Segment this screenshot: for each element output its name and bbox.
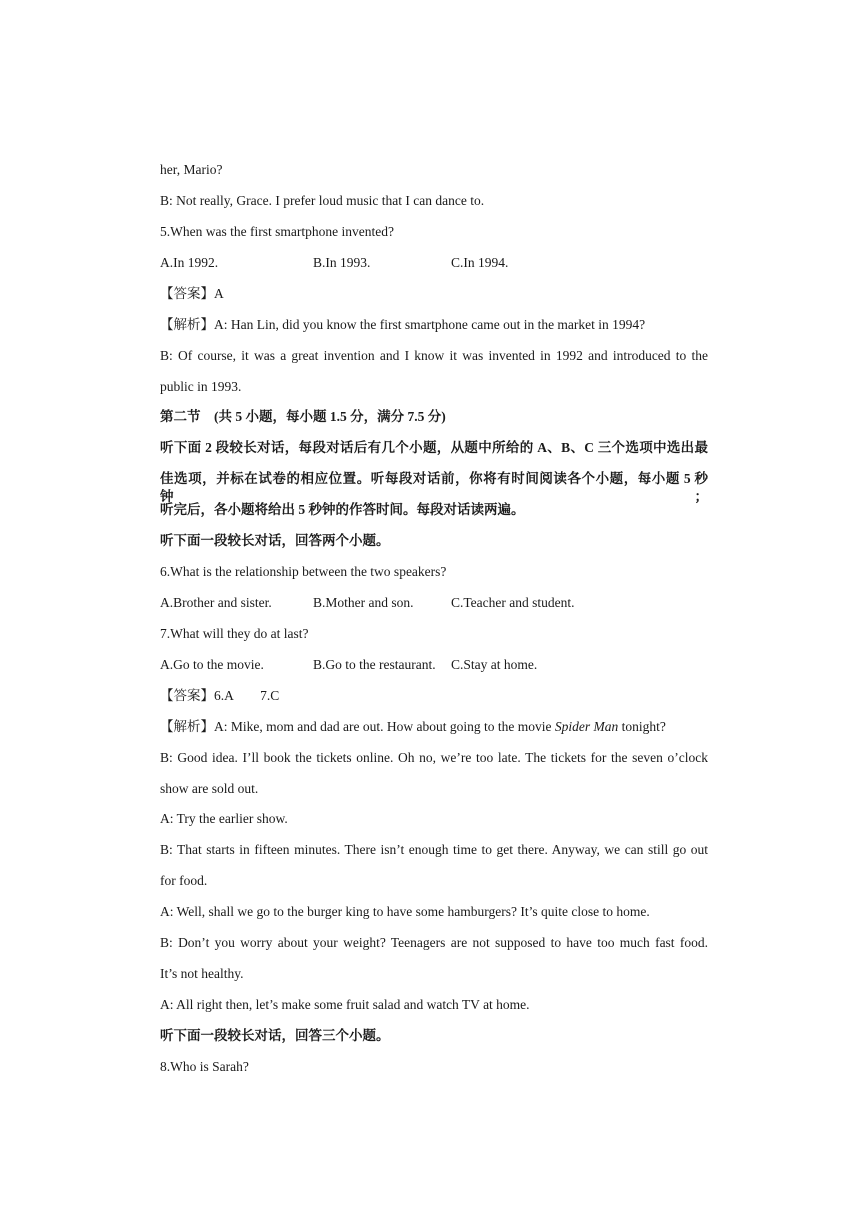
dialogue-line: B: Not really, Grace. I prefer loud music that I can dance to.: [160, 193, 485, 208]
section-instructions: 听完后，各小题将给出 5 秒钟的作答时间。每段对话读两遍。: [160, 502, 525, 517]
listening-prompt: 听下面一段较长对话，回答两个小题。: [160, 533, 390, 548]
option-b: B.In 1993.: [313, 255, 371, 270]
dialogue-line: her, Mario?: [160, 162, 223, 177]
explanation-6-7: [160, 718, 666, 736]
option-b: B.Go to the restaurant.: [313, 657, 436, 672]
option-a: A.Go to the movie.: [160, 657, 264, 672]
movie-title: Spider Man: [554, 719, 619, 734]
section-instructions: 听下面 2 段较长对话，每段对话后有几个小题，从题中所给的 A、B、C 三个选项中选出最: [160, 440, 708, 455]
option-c: C.Teacher and student.: [451, 595, 575, 610]
dialogue-line: B: Don’t you worry about your weight? Teenagers are not supposed to have too much fast food.: [160, 935, 708, 950]
question-6: 6.What is the relationship between the two speakers?: [160, 564, 447, 579]
dialogue-line: A: All right then, let’s make some fruit salad and watch TV at home.: [160, 997, 530, 1012]
dialogue-line: It’s not healthy.: [160, 966, 244, 981]
dialogue-line: A: Well, shall we go to the burger king to have some hamburgers? It’s quite close to home.: [160, 904, 650, 919]
answer-5: 【答案】A: [160, 286, 224, 301]
section-title: 第二节 (共 5 小题，每小题 1.5 分，满分 7.5 分): [160, 409, 446, 424]
question-8: 8.Who is Sarah?: [160, 1059, 249, 1074]
dialogue-line: B: Good idea. I’ll book the tickets online. Oh no, we’re too late. The tickets for the seven o’clock: [160, 750, 708, 765]
option-b: B.Mother and son.: [313, 595, 414, 610]
dialogue-line: A: Try the earlier show.: [160, 811, 288, 826]
question-6-options: [160, 594, 720, 612]
explanation-5-line: public in 1993.: [160, 379, 242, 394]
option-a: A.In 1992.: [160, 255, 219, 270]
option-c: C.Stay at home.: [451, 657, 538, 672]
answer-6-7: 【答案】6.A 7.C: [160, 688, 280, 703]
question-5: 5.When was the first smartphone invented?: [160, 224, 394, 239]
question-5-options: [160, 254, 720, 272]
option-c: C.In 1994.: [451, 255, 509, 270]
explanation-text: tonight?: [618, 719, 666, 734]
question-7: 7.What will they do at last?: [160, 626, 309, 641]
dialogue-line: show are sold out.: [160, 781, 259, 796]
dialogue-line: B: That starts in fifteen minutes. There isn’t enough time to get there. Anyway, we can still go out: [160, 842, 708, 857]
section-instructions: 佳选项，并标在试卷的相应位置。听每段对话前，你将有时间阅读各个小题，每小题 5 秒钟；: [160, 471, 708, 504]
option-a: A.Brother and sister.: [160, 595, 272, 610]
listening-prompt: 听下面一段较长对话，回答三个小题。: [160, 1028, 390, 1043]
dialogue-line: for food.: [160, 873, 208, 888]
explanation-5: 【解析】A: Han Lin, did you know the first smartphone came out in the market in 1994?: [160, 317, 646, 332]
explanation-5-line: B: Of course, it was a great invention and I know it was invented in 1992 and introduced to the: [160, 348, 708, 363]
explanation-text: 【解析】A: Mike, mom and dad are out. How about going to the movie: [160, 719, 555, 734]
question-7-options: [160, 656, 720, 674]
